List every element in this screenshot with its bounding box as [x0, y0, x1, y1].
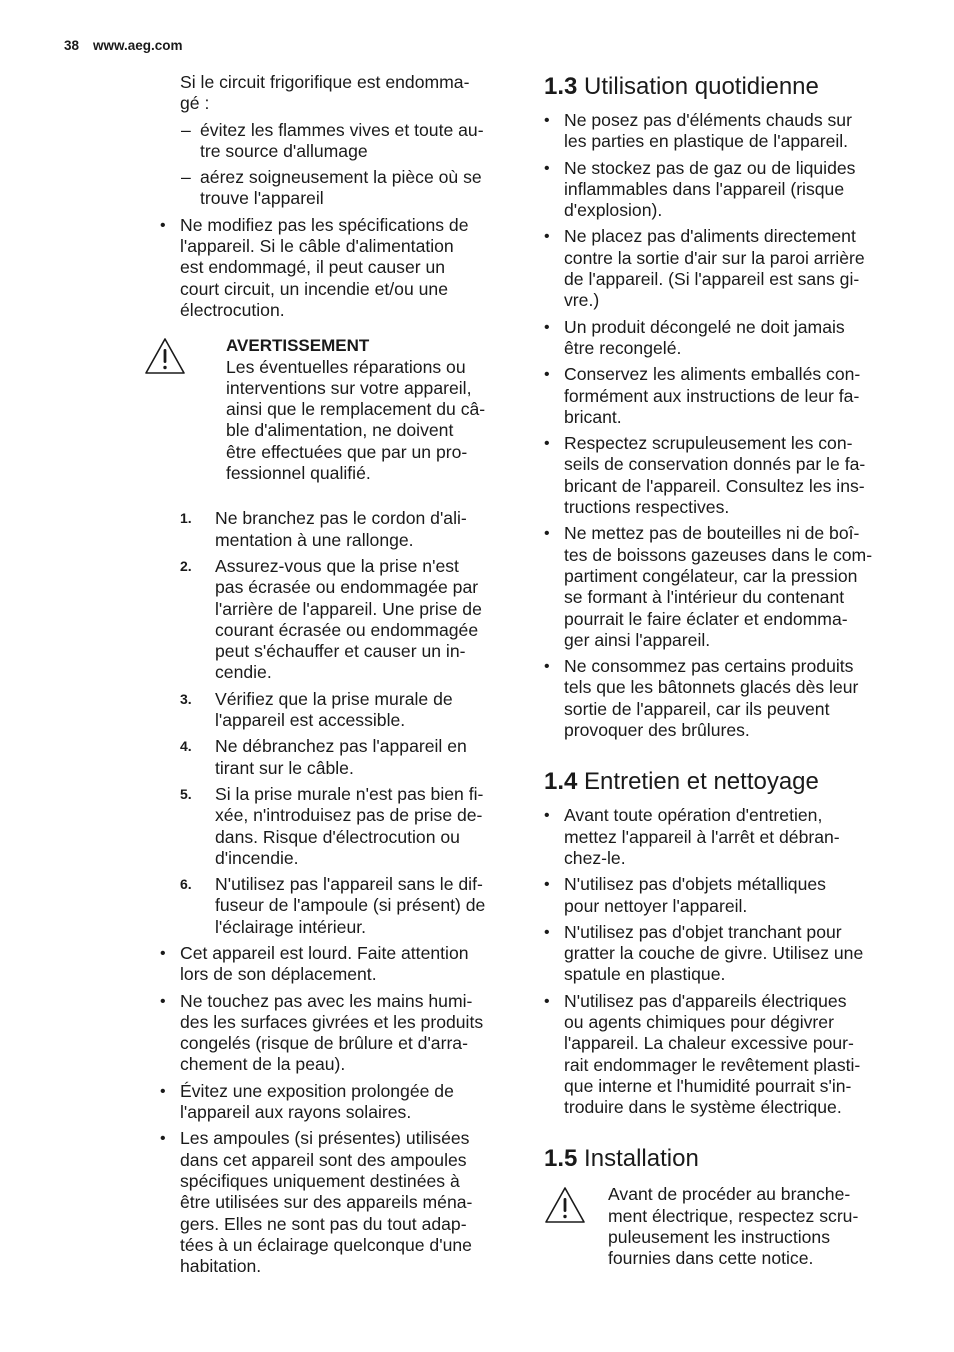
bullet-item: [544, 523, 900, 651]
bullet-text: N'utilisez pas d'objet tranchant pour gratter la couche de givre. Utilisez une spatule en plastique.: [564, 921, 864, 985]
dash-item: [160, 120, 516, 163]
numbered-item: [160, 689, 516, 732]
bullet-marker: •: [544, 366, 550, 384]
dash-text: évitez les flammes vives et toute au- tre source d'allumage: [200, 119, 484, 161]
step-text: Ne branchez pas le cordon d'ali- mentation à une rallonge.: [215, 508, 467, 550]
numbered-item: [160, 874, 516, 938]
bullet-item: [160, 215, 516, 321]
bullet-text: Ne mettez pas de bouteilles ni de boî- tes de boissons gazeuses dans le com- partiment congélateur, car la pression se formant à l'intérieur du contenant pourrait le faire éclater et endomma- ger ainsi l'appareil.: [564, 523, 873, 650]
bullet-text: Conservez les aliments emballés con- formément aux instructions de leur fa- bricant.: [564, 364, 861, 427]
step-text: Si la prise murale n'est pas bien fi- xée, n'introduisez pas de prise de- dans. Risque d'électrocution ou d'incendie.: [215, 783, 484, 868]
bullet-text: Ne stockez pas de gaz ou de liquides inflammables dans l'appareil (risque d'explosion).: [564, 157, 856, 221]
bullet-item: [544, 922, 900, 986]
bullet-marker: •: [160, 1130, 166, 1148]
bullet-marker: •: [160, 216, 166, 234]
step-text: N'utilisez pas l'appareil sans le dif- fuseur de l'ampoule (si présent) de l'éclairage intérieur.: [215, 874, 486, 937]
step-number: 1.: [180, 510, 192, 527]
bullet-item: [544, 110, 900, 153]
bullet-text: Un produit décongelé ne doit jamais être recongelé.: [564, 316, 845, 358]
warning-box: [160, 335, 516, 484]
bullet-marker: •: [544, 435, 550, 453]
bullet-text: Ne touchez pas avec les mains humi- des les surfaces givrées et les produits congelés (risque de brûlure et d'arra- chement de la peau).: [180, 990, 484, 1075]
dash-text: aérez soigneusement la pièce où se trouve l'appareil: [200, 167, 482, 209]
bullet-marker: •: [544, 318, 550, 336]
bullet-marker: •: [544, 992, 550, 1010]
numbered-item: [160, 736, 516, 779]
bullet-item: [544, 805, 900, 869]
warning-title: AVERTISSEMENT: [226, 336, 370, 356]
page-header: [64, 38, 183, 53]
warning-box: [544, 1184, 900, 1269]
numbered-list: [160, 508, 516, 938]
warning-triangle-icon: [144, 337, 186, 375]
bullet-item: [544, 991, 900, 1119]
bullet-item: [544, 158, 900, 222]
step-number: 5.: [180, 785, 192, 802]
bullet-text: Ne consommez pas certains produits tels que les bâtonnets glacés dès leur sortie de l'appareil, car ils peuvent provoquer des brûlures.: [564, 656, 859, 741]
section-1-3: [544, 72, 900, 741]
dash-marker: –: [181, 167, 191, 188]
dash-marker: –: [181, 119, 191, 140]
bullet-marker: •: [544, 807, 550, 825]
bullet-marker: •: [544, 112, 550, 129]
page-number: 38: [64, 38, 80, 53]
left-column: [160, 72, 516, 1277]
numbered-item: [160, 556, 516, 684]
dash-list: [160, 120, 516, 210]
bullet-text: Évitez une exposition prolongée de l'appareil aux rayons solaires.: [180, 1080, 454, 1123]
bullet-item: [544, 433, 900, 518]
bullet-marker: •: [544, 923, 550, 941]
bullet-list: [544, 805, 900, 1118]
bullet-text: Avant toute opération d'entretien, mettez l'appareil à l'arrêt et débran- chez-le.: [564, 805, 840, 868]
bullet-item: [544, 226, 900, 311]
bullet-text: Ne posez pas d'éléments chauds sur les parties en plastique de l'appareil.: [564, 110, 852, 152]
right-column: [544, 72, 900, 1270]
bullet-marker: •: [544, 159, 550, 177]
bullet-item: [544, 656, 900, 741]
section-heading: [544, 767, 900, 797]
section-title: Installation: [584, 1145, 699, 1173]
bullet-text: Ne placez pas d'aliments directement contre la sortie d'air sur la paroi arrière de l'appareil. (Si l'appareil est sans gi- vre.): [564, 226, 865, 311]
bullet-text: N'utilisez pas d'objets métalliques pour nettoyer l'appareil.: [564, 874, 826, 916]
step-number: 3.: [180, 690, 192, 707]
bullet-marker: •: [160, 1082, 166, 1100]
section-title: Entretien et nettoyage: [584, 768, 819, 796]
bullet-item: [160, 1081, 516, 1124]
bullet-list: [544, 110, 900, 741]
section-heading: [544, 1144, 900, 1174]
bullet-list: [160, 943, 516, 1277]
bullet-item: [544, 364, 900, 428]
section-number: 1.3: [544, 73, 578, 100]
bullet-marker: •: [544, 525, 550, 543]
section-title: Utilisation quotidienne: [584, 73, 819, 100]
section-heading: [544, 72, 900, 102]
section-1-5: [544, 1144, 900, 1269]
bullet-text: Respectez scrupuleusement les con- seils de conservation donnés par le fa- bricant de l'appareil. Consultez les ins- tructions respectives.: [564, 433, 866, 518]
step-number: 2.: [180, 557, 192, 574]
bullet-text: Cet appareil est lourd. Faite attention lors de son déplacement.: [180, 942, 469, 985]
numbered-item: [160, 508, 516, 551]
bullet-item: [160, 991, 516, 1076]
warning-text: Les éventuelles réparations ou interventions sur votre appareil, ainsi que le remplacement du câ- ble d'alimentation, ne doivent être effectuées que par un pro- fessionnel qualifié.: [226, 356, 486, 484]
bullet-marker: •: [544, 228, 550, 246]
numbered-item: [160, 784, 516, 869]
bullet-marker: •: [160, 944, 166, 962]
step-text: Ne débranchez pas l'appareil en tirant sur le câble.: [215, 736, 467, 778]
warning-text: Avant de procéder au branche- ment électrique, respectez scru- puleusement les instructions fournies dans cette notice.: [608, 1184, 859, 1269]
bullet-text: N'utilisez pas d'appareils électriques ou agents chimiques pour dégivrer l'appareil. La chaleur excessive pour- rait endommager le revêtement plasti- que interne et l'humidité pourrait s'in- troduire dans le système électrique.: [564, 990, 861, 1118]
section-number: 1.5: [544, 1145, 578, 1173]
step-number: 4.: [180, 738, 192, 755]
step-text: Assurez-vous que la prise n'est pas écrasée ou endommagée par l'arrière de l'appareil. Une prise de courant écrasée ou endommagée peut s'échauffer et causer un in- cendie.: [215, 555, 482, 683]
step-text: Vérifiez que la prise murale de l'appareil est accessible.: [215, 688, 453, 731]
bullet-item: [160, 943, 516, 986]
bullet-marker: •: [160, 992, 166, 1010]
bullet-item: [544, 317, 900, 360]
dash-item: [160, 167, 516, 210]
bullet-marker: •: [544, 658, 550, 676]
bullet-item: [160, 1128, 516, 1277]
website-url: www.aeg.com: [93, 38, 183, 53]
bullet-text: Les ampoules (si présentes) utilisées dans cet appareil sont des ampoules spécifiques uniquement destinées à être utilisées sur des appareils ména- gers. Elles ne sont pas du tout adap- tées à un éclairage quelconque d'une habitation.: [180, 1128, 473, 1277]
intro-text: Si le circuit frigorifique est endomma- gé :: [180, 72, 470, 114]
step-number: 6.: [180, 876, 192, 893]
section-1-4: [544, 767, 900, 1118]
bullet-item: [544, 874, 900, 917]
bullet-text: Ne modifiez pas les spécifications de l'appareil. Si le câble d'alimentation est endommagé, il peut causer un court circuit, un incendie et/ou une électrocution.: [180, 214, 469, 320]
section-number: 1.4: [544, 768, 578, 796]
warning-triangle-icon: [544, 1186, 586, 1224]
bullet-marker: •: [544, 876, 550, 894]
